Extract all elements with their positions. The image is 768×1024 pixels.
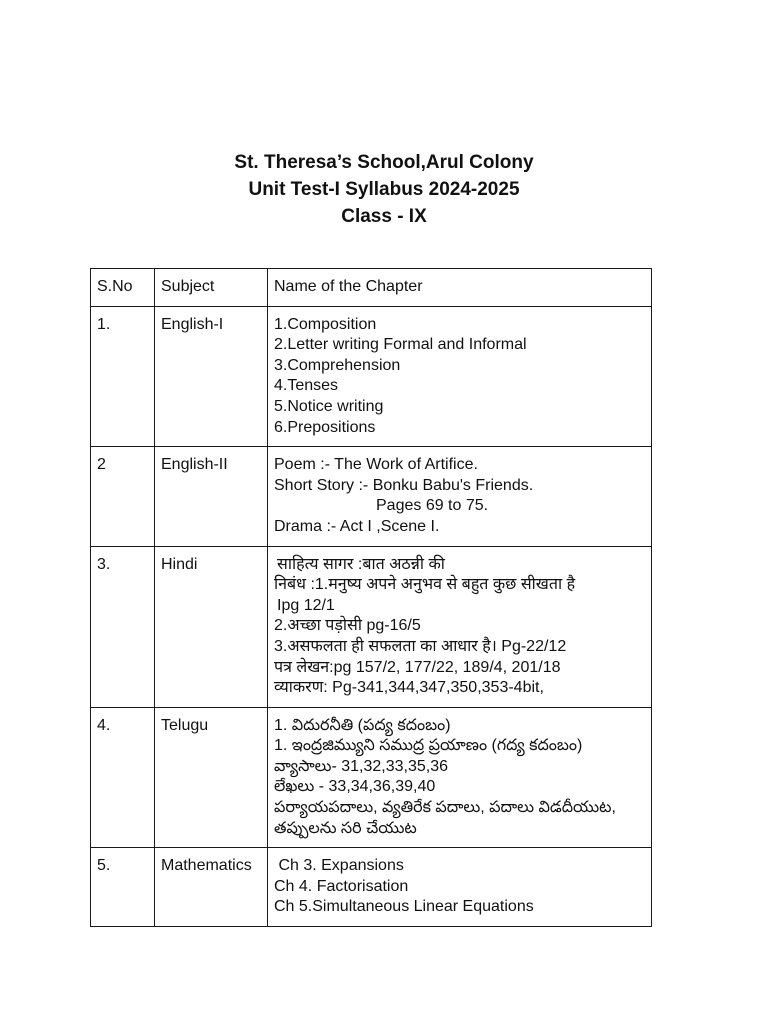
row-chapters [268,447,652,546]
document-heading [0,149,768,230]
chapter-item: 5.Notice writing [274,397,384,415]
row-chapters [268,707,652,848]
row-sno: 5. [91,848,155,927]
row-chapters [268,546,652,707]
chapter-item: 1. ఇంద్రజిమ్యుని సముద్ర ప్రయాణం (గద్య కదంబం) [274,737,583,755]
chapter-item: साहित्य सागर :बात अठन्नी की [277,555,445,573]
row-sno: 2 [91,447,155,546]
chapter-item: Ch 3. Expansions [274,857,404,875]
syllabus-table [90,268,652,927]
table-row [91,447,652,546]
chapter-item: లేఖలు - 33,34,36,39,40 [274,778,436,796]
column-header-sno: S.No [91,269,155,307]
chapter-item: పర్యాయపదాలు, వ్యతిరేక పదాలు, పదాలు విడదీయుట, [274,799,616,817]
chapter-item: निबंध :1.मनुष्य अपने अनुभव से बहुत कुछ सीखता है [274,576,576,594]
exam-title: Unit Test-I Syllabus 2024-2025 [248,179,520,200]
chapter-item: व्याकरण: Pg-341,344,347,350,353-4bit, [274,679,544,697]
column-header-subject: Subject [155,269,268,307]
chapter-item: 6.Prepositions [274,418,376,436]
row-subject: Hindi [155,546,268,707]
chapter-item: Ipg 12/1 [277,596,335,614]
chapter-item: Ch 4. Factorisation [274,877,409,895]
chapter-item: Pages 69 to 75. [376,497,489,515]
chapter-item: Ch 5.Simultaneous Linear Equations [274,898,534,916]
chapter-item: 2.Letter writing Formal and Informal [274,336,527,354]
row-chapters [268,306,652,447]
chapter-item: Poem :- The Work of Artifice. [274,456,478,474]
table-header-row [91,269,652,307]
row-subject: English-II [155,447,268,546]
row-subject: Mathematics [155,848,268,927]
class-label: Class - IX [341,206,427,227]
chapter-item: 3.Comprehension [274,356,401,374]
chapter-item: వ్యాసాలు- 31,32,33,35,36 [274,757,449,775]
row-sno: 4. [91,707,155,848]
school-name: St. Theresa’s School,Arul Colony [234,152,534,173]
table-row [91,848,652,927]
chapter-item: 4.Tenses [274,377,339,395]
row-subject: Telugu [155,707,268,848]
chapter-item: తప్పులను సరి చేయుట [274,819,417,837]
chapter-item: Short Story :- Bonku Babu's Friends. [274,476,534,494]
row-sno: 3. [91,546,155,707]
table-row [91,707,652,848]
chapter-item: पत्र लेखन:pg 157/2, 177/22, 189/4, 201/18 [274,658,561,676]
table-row [91,546,652,707]
row-subject: English-I [155,306,268,447]
chapter-item: 3.असफलता ही सफलता का आधार है। Pg-22/12 [274,637,567,655]
column-header-chapter: Name of the Chapter [268,269,652,307]
row-chapters [268,848,652,927]
chapter-item: 1.Composition [274,315,377,333]
row-sno: 1. [91,306,155,447]
chapter-item: Drama :- Act I ,Scene I. [274,517,440,535]
table-row [91,306,652,447]
chapter-item: 1. విదురనీతి (పద్య కదంబం) [274,716,451,734]
chapter-item: 2.अच्छा पड़ोसी pg-16/5 [274,617,421,635]
